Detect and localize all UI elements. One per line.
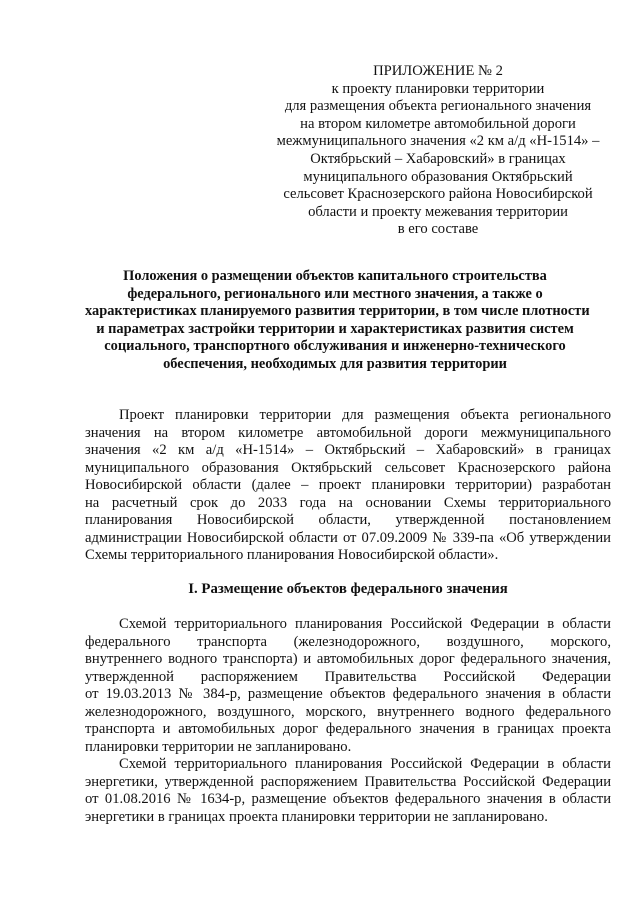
document-title <box>85 268 590 374</box>
title-line: социального, транспортного обслуживания и инженерно-технического <box>104 338 566 355</box>
paragraph-line: железнодорожного, воздушного, морского, внутреннего водного федерального <box>85 703 611 720</box>
appendix-line: для размещения объекта регионального значения <box>284 98 592 115</box>
appendix-line: межмуниципального значения «2 км а/д «Н-1514» – <box>276 133 600 150</box>
paragraph-line: транспорта и автомобильных дорог федерального значения в границах проекта <box>85 721 611 737</box>
paragraph-line: муниципального образования Октябрьский сельсовет Краснозерского района <box>85 459 611 476</box>
paragraph-line: планирования Новосибирской области, утвержденной постановлением <box>85 512 611 528</box>
appendix-line: Октябрьский – Хабаровский» в границах <box>310 150 566 167</box>
paragraph-line: энергетики в границах проекта планировки территории не запланировано. <box>85 808 548 825</box>
paragraph-line: значения на втором километре автомобильной дороги межмуниципального <box>85 424 611 441</box>
paragraph-line: энергетики, утвержденной распоряжением Правительства Российской Федерации <box>85 773 611 790</box>
section-heading: I. Размещение объектов федерального значения <box>188 581 508 597</box>
federal-transport-paragraph <box>85 616 611 756</box>
title-line: обеспечения, необходимых для развития территории <box>163 355 507 372</box>
paragraph-line: федерального транспорта (железнодорожного, воздушного, морского, <box>85 633 611 650</box>
paragraph-line: утвержденной распоряжением Правительства Российской Федерации <box>85 668 611 685</box>
appendix-line: на втором километре автомобильной дороги <box>300 115 576 132</box>
appendix-line: муниципального образования Октябрьский <box>303 168 573 185</box>
intro-paragraph <box>85 407 611 565</box>
paragraph-line: внутреннего водного транспорта) и автомобильных дорог федерального значения, <box>85 651 611 667</box>
federal-energy-paragraph <box>85 756 611 826</box>
paragraph-line: Схемой территориального планирования Российской Федерации в области <box>119 756 611 772</box>
appendix-line: сельсовет Краснозерского района Новосибирской <box>283 186 593 203</box>
appendix-line: в его составе <box>397 221 479 238</box>
paragraph-line: Проект планировки территории для размещения объекта регионального <box>119 407 611 423</box>
paragraph-line: от 19.03.2013 № 384-р, размещение объектов федерального значения в области <box>85 686 611 702</box>
paragraph-line: планировки территории не запланировано. <box>85 738 352 755</box>
appendix-line: области и проекту межевания территории <box>308 203 568 220</box>
paragraph-line: значения «2 км а/д «Н-1514» – Октябрьский – Хабаровский» в границах <box>85 442 611 458</box>
appendix-line: ПРИЛОЖЕНИЕ № 2 <box>373 63 503 79</box>
title-line: и параметрах застройки территории и характеристиках развития систем <box>96 320 574 337</box>
paragraph-line: Схемой территориального планирования Российской Федерации в области <box>119 616 611 632</box>
paragraph-line: Новосибирской области (далее – проект планировки территории) разработан <box>85 477 611 493</box>
title-line: характеристиках планируемого развития территории, в том числе плотности <box>85 303 590 320</box>
paragraph-line: на расчетный срок до 2033 года на основании Схемы территориального <box>85 494 611 511</box>
title-line: федерального, регионального или местного значения, а также о <box>127 285 543 302</box>
appendix-header <box>258 63 618 239</box>
title-line: Положения о размещении объектов капитального строительства <box>123 268 547 284</box>
paragraph-line: от 01.08.2016 № 1634-р, размещение объектов федерального значения в области <box>85 791 611 807</box>
paragraph-line: Схемы территориального планирования Новосибирской области». <box>85 547 499 563</box>
appendix-line: к проекту планировки территории <box>331 80 545 97</box>
paragraph-line: администрации Новосибирской области от 07.09.2009 № 339-па «Об утверждении <box>85 529 611 546</box>
